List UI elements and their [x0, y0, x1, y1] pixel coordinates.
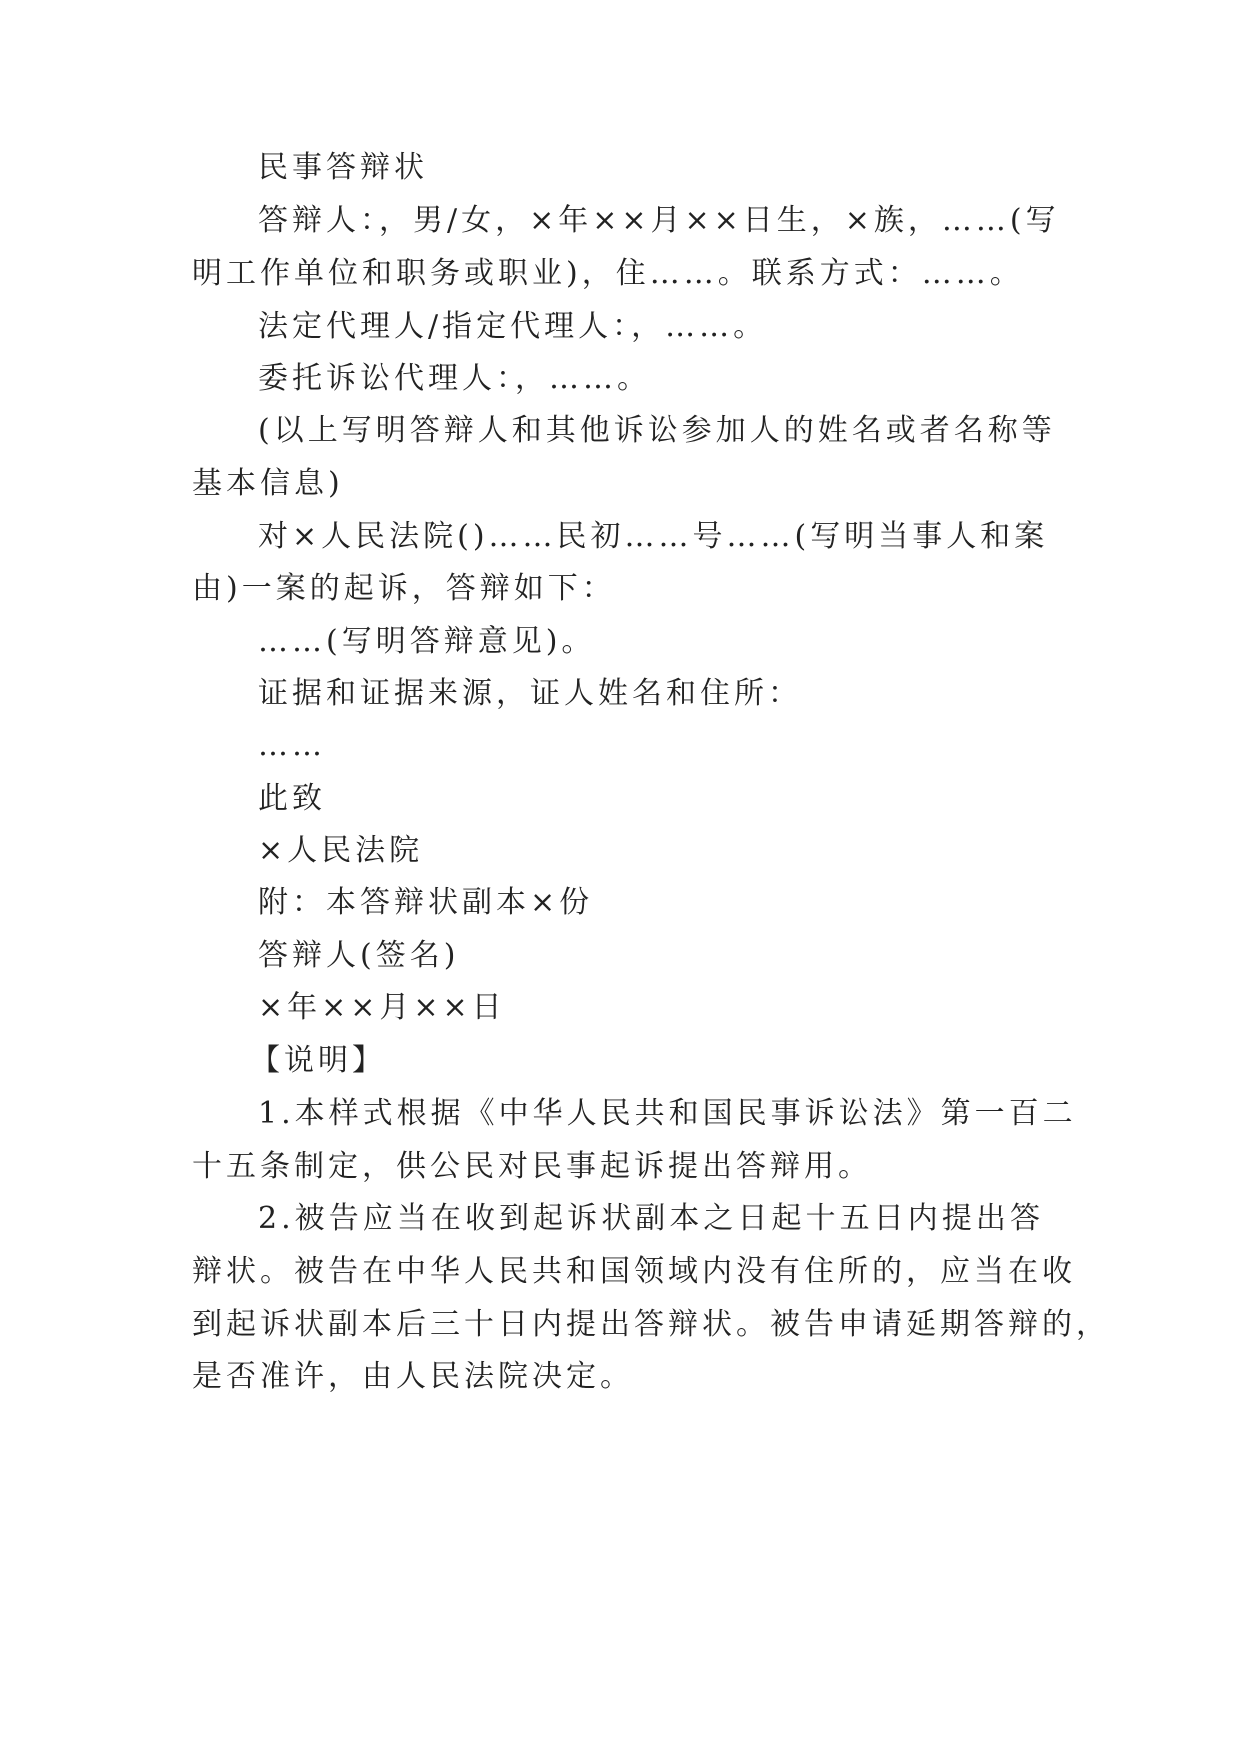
note-2-line-1: 2.被告应当在收到起诉状副本之日起十五日内提出答: [258, 1201, 1044, 1236]
info-note-line-2: 基本信息): [192, 466, 344, 501]
litigation-agent-line: 委托诉讼代理人：，……。: [258, 361, 651, 396]
legal-representative-line: 法定代理人/指定代理人：，……。: [258, 309, 768, 344]
note-1-line-2: 十五条制定，供公民对民事起诉提出答辩用。: [192, 1149, 872, 1184]
evidence-body: ……: [258, 728, 326, 763]
note-2-line-2: 辩状。被告在中华人民共和国领域内没有住所的，应当在收: [192, 1254, 1076, 1289]
respondent-line-2: 明工作单位和职务或职业)，住……。联系方式：……。: [192, 256, 1024, 291]
notes-heading: 【说明】: [250, 1043, 386, 1078]
respondent-line-1: 答辩人：，男/女，×年××月××日生，×族，……(写: [258, 203, 1060, 238]
date-line: ×年××月××日: [258, 990, 506, 1025]
info-note-line-1: (以上写明答辩人和其他诉讼参加人的姓名或者名称等: [258, 413, 1056, 448]
note-1-line-1: 1.本样式根据《中华人民共和国民事诉讼法》第一百二: [258, 1096, 1077, 1131]
case-line-2: 由)一案的起诉，答辩如下：: [192, 571, 616, 606]
signature-line: 答辩人(签名): [258, 938, 460, 973]
case-line-1: 对×人民法院()……民初……号……(写明当事人和案: [258, 519, 1049, 554]
note-2-line-4: 是否准许，由人民法院决定。: [192, 1359, 634, 1394]
defense-opinion-line: ……(写明答辩意见)。: [258, 624, 596, 659]
note-2-line-3: 到起诉状副本后三十日内提出答辩状。被告申请延期答辩的，: [192, 1307, 1110, 1342]
salutation: 此致: [258, 781, 326, 816]
evidence-heading: 证据和证据来源，证人姓名和住所：: [258, 676, 802, 711]
court-name: ×人民法院: [258, 833, 424, 868]
attachment-line: 附：本答辩状副本×份: [258, 885, 594, 920]
document-title: 民事答辩状: [258, 150, 428, 185]
